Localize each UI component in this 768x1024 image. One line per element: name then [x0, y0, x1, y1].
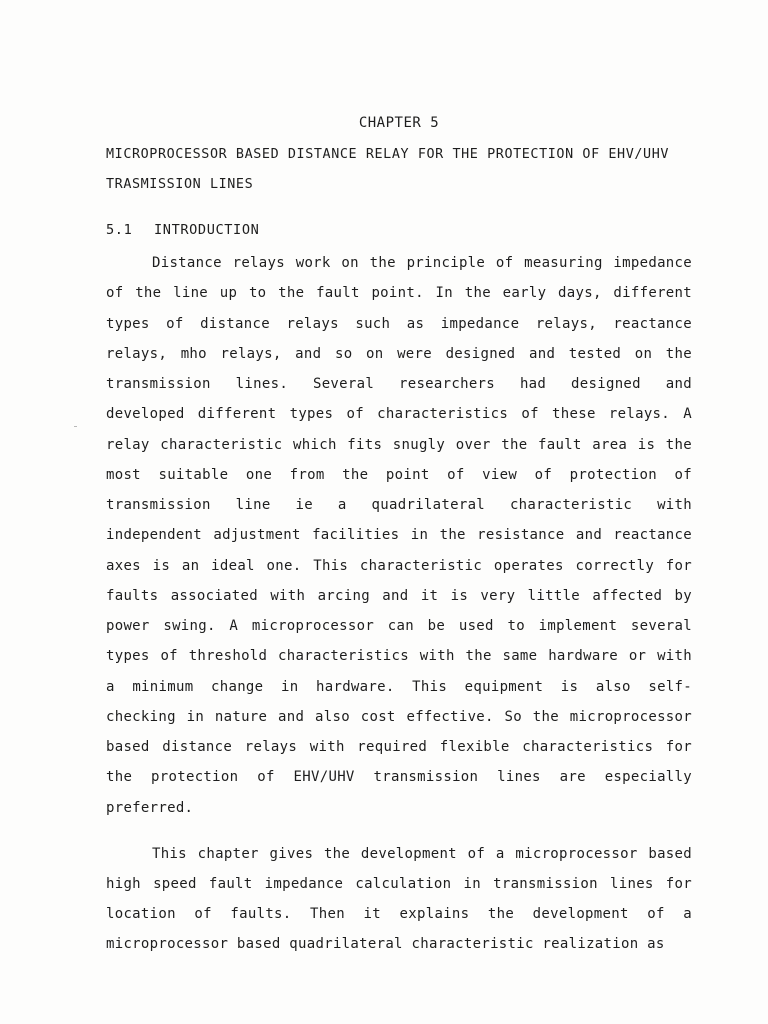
text-line: the protection of EHV/UHV transmission lines are especially [106, 769, 692, 786]
text-line: transmission line ie a quadrilateral characteristic with [106, 497, 692, 513]
text-line: relays, mho relays, and so on were designed and tested on the [106, 345, 692, 362]
chapter-label: CHAPTER 5 [358, 115, 440, 131]
text-line: of the line up to the fault point. In the early days, different [106, 285, 692, 302]
text-line: transmission lines. Several researchers had designed and [106, 376, 692, 392]
chapter-title-line-2: TRASMISSION LINES [106, 177, 254, 192]
text-line: This chapter gives the development of a microprocessor based [152, 846, 692, 862]
text-line: checking in nature and also cost effective. So the microprocessor [106, 708, 692, 725]
section-number: 5.1 [106, 222, 133, 238]
text-line: Distance relays work on the principle of measuring impedance [152, 255, 692, 271]
text-line: location of faults. Then it explains the development of a [106, 906, 692, 922]
text-line: faults associated with arcing and it is very little affected by [106, 587, 692, 604]
section-heading [106, 222, 259, 238]
text-line: power swing. A microprocessor can be used to implement several [106, 618, 692, 634]
text-line: preferred. [106, 799, 194, 816]
text-line: axes is an ideal one. This characteristic operates correctly for [106, 557, 692, 574]
text-line: a minimum change in hardware. This equipment is also self- [106, 678, 692, 695]
scan-speck [74, 426, 77, 427]
text-line: types of threshold characteristics with the same hardware or with [106, 648, 692, 665]
chapter-title-line-1: MICROPROCESSOR BASED DISTANCE RELAY FOR THE PROTECTION OF EHV/UHV [106, 147, 670, 162]
text-line: independent adjustment facilities in the resistance and reactance [106, 527, 692, 544]
text-line: high speed fault impedance calculation in transmission lines for [106, 876, 692, 892]
text-line: most suitable one from the point of view of protection of [106, 466, 692, 483]
section-title: INTRODUCTION [154, 222, 260, 238]
text-line: based distance relays with required flexible characteristics for [106, 739, 692, 755]
text-line: microprocessor based quadrilateral characteristic realization as [106, 936, 665, 952]
text-line: relay characteristic which fits snugly over the fault area is the [106, 436, 692, 453]
text-line: types of distance relays such as impedance relays, reactance [106, 315, 692, 332]
text-line: developed different types of characteristics of these relays. A [106, 406, 692, 423]
